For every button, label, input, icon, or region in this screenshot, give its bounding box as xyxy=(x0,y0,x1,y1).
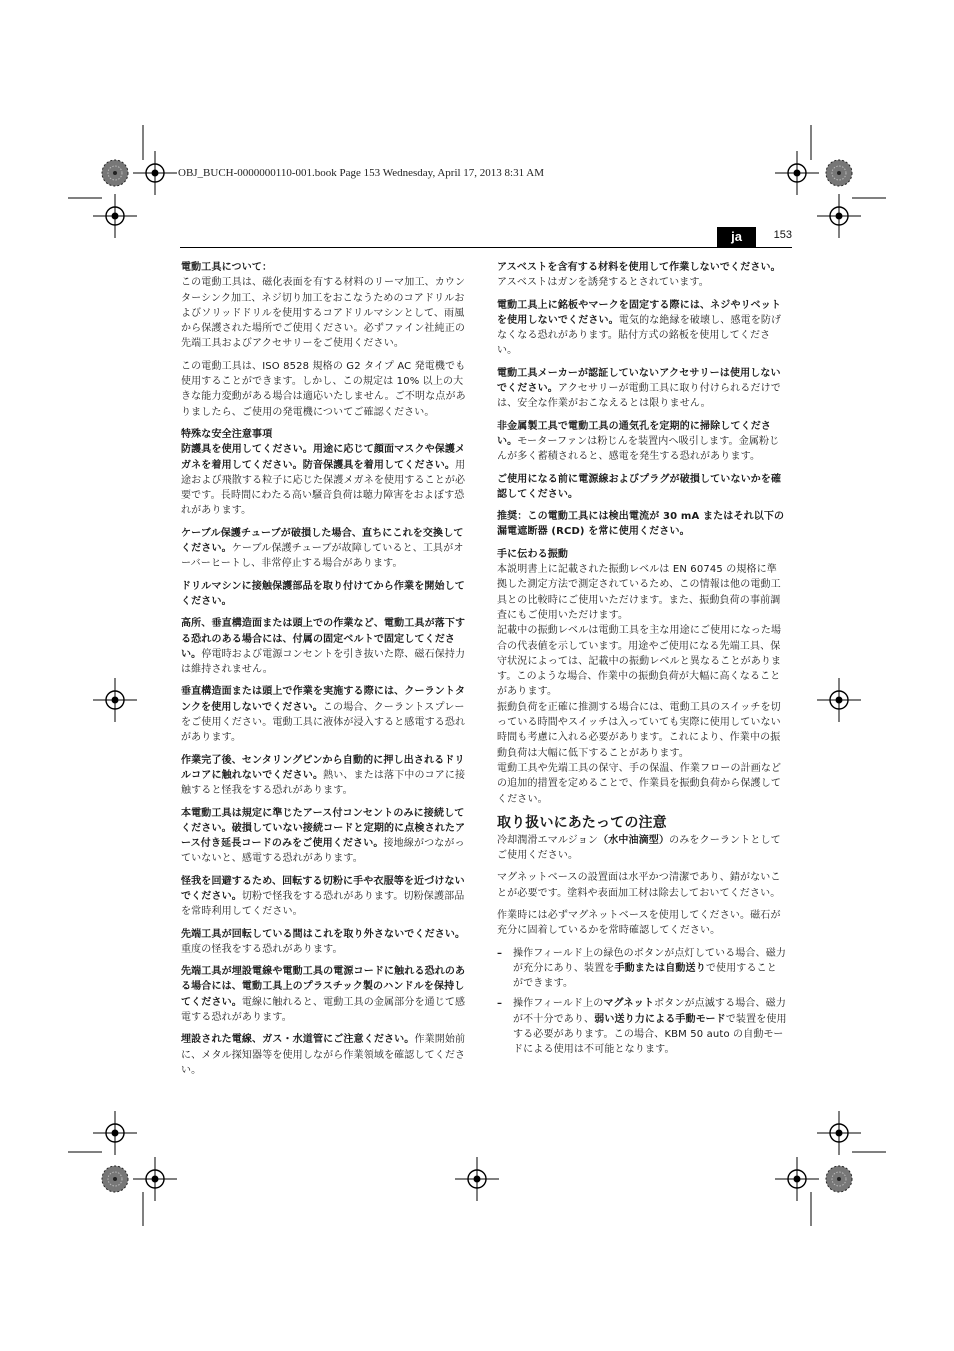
safety-item: 埋設された電線、ガス・水道管にご注意ください。作業開始前に、メタル探知器等を使用しながら作業領域を確認してください。 xyxy=(181,1034,466,1076)
safety-item: 先端工具が埋設電線や電動工具の電源コードに触れる恐れのある場合には、電動工具上のプラスチック製のハンドルを保持してください。電線に触れると、電動工具の金属部分を通じて感電する恐れがあります。 xyxy=(181,966,466,1024)
safety-item: 高所、垂直構造面または頭上での作業など、電動工具が落下する恐れのある場合には、付属の固定ベルトで固定してください。停電時および電源コンセントを引き抜いた際、磁石保持力は維持されません。 xyxy=(181,618,466,676)
safety-item: 推奨：この電動工具には検出電流が 30 mA またはそれ以下の漏電遮断器 (RCD) を常に使用ください。 xyxy=(497,511,785,538)
safety-item: アスベストを含有する材料を使用して作業しないでください。アスベストはガンを誘発するとされています。 xyxy=(497,262,781,289)
book-file-info: OBJ_BUCH-0000000110-001.book Page 153 Wednesday, April 17, 2013 8:31 AM xyxy=(178,167,544,179)
left-column xyxy=(181,260,471,1085)
handling-paragraph: 作業時には必ずマグネットベースを使用してください。磁石が充分に固着しているかを常時確認してください。 xyxy=(497,909,781,937)
bullet-dash: – xyxy=(497,998,503,1010)
vibration-paragraph: 記載中の振動レベルは電動工具を主な用途にご使用になった場合の代表値を示しています。用途やご使用になる先端工具、保守状況によっては、記載中の振動レベルと異なることがあります。このような場合、作業中の振動負荷が大幅に高くなることがあります。 xyxy=(497,625,782,698)
header-rule xyxy=(180,247,792,248)
intro-heading: 電動工具について： xyxy=(181,262,273,273)
safety-item: ドリルマシンに接触保護部品を取り付けてから作業を開始してください。 xyxy=(181,580,465,607)
safety-heading: 特殊な安全注意事項 xyxy=(181,428,273,440)
safety-item: 作業完了後、センタリングピンから自動的に押し出されるドリルコアに触れないでください。熱い、または落下中のコアに接触すると怪我をする恐れがあります。 xyxy=(181,754,466,797)
safety-item: 先端工具が回転している間はこれを取り外さないでください。重度の怪我をする恐れがあります。 xyxy=(181,928,466,955)
safety-item: ご使用になる前に電源線およびプラグが破損していないかを確認してください。 xyxy=(497,473,782,500)
safety-item: 本電動工具は規定に準じたアース付コンセントのみに接続してください。破損していない接続コードと定期的に点検されたアース付き延長コードのみをご使用ください。接地線がつながっていないと、感電する恐れがあります。 xyxy=(181,807,466,865)
safety-item: 電動工具上に銘板やマークを固定する際には、ネジやリベットを使用しないでください。電気的な絶縁を破壊し、感電を防げなくなる恐れがあります。貼付方式の銘板を使用してください。 xyxy=(497,299,782,357)
right-column xyxy=(497,260,787,1063)
bullet-item: – 操作フィールド上のマグネットボタンが点滅する場合、磁力が不十分であり、弱い送り力による手動モードで装置を使用する必要があります。この場合、KBM 50 auto の自動モードによる使用は不可能となります。 xyxy=(497,996,787,1057)
vibration-heading: 手に伝わる振動 xyxy=(497,548,569,560)
language-badge: ja xyxy=(717,227,756,247)
safety-item: 防護具を使用してください。用途に応じて顔面マスクや保護メガネを着用してください。防音保護具を着用してください。用途および飛散する粒子に応じた保護メガネを使用することが必要です。長時間にわたる高い騒音負荷は聴力障害をおよぼす恐れがあります。 xyxy=(181,444,466,517)
safety-item: ケーブル保護チューブが破損した場合、直ちにこれを交換してください。ケーブル保護チューブが故障していると、工具がオーバーヒートし、非常停止する場合があります。 xyxy=(181,527,464,570)
vibration-paragraph: 振動負荷を正確に推測する場合には、電動工具のスイッチを切っている時間やスイッチは入っていても実際に使用していない時間も考慮に入れる必要があります。これにより、作業中の振動負荷は大幅に低下することがあります。 xyxy=(497,701,781,759)
intro-paragraph: この電動工具は、磁化表面を有する材料のリーマ加工、カウンターシンク加工、ネジ切り加工をおこなうためのコアドリルおよびソリッドドリルを使用するコアドリルマシンとして、雨風から保護された場所でご使用ください。必ずファイン社純正の先端工具およびアクセサリーをご使用ください。 xyxy=(181,277,466,350)
bullet-item: – 操作フィールド上の緑色のボタンが点灯している場合、磁力が充分にあり、装置を手動または自動送りで使用することができます。 xyxy=(497,946,787,992)
handling-paragraph: 冷却潤滑エマルジョン（水中油滴型）のみをクーラントとしてご使用ください。 xyxy=(497,834,781,862)
handling-paragraph: マグネットベースの設置面は水平かつ清潔であり、錆がないことが必要です。塗料や表面加工材は除去しておいてください。 xyxy=(497,872,781,899)
safety-item: 怪我を回避するため、回転する切粉に手や衣服等を近づけないでください。切粉で怪我をする恐れがあります。切粉保護部品を常時利用してください。 xyxy=(181,875,465,918)
vibration-paragraph: 本説明書上に記載された振動レベルは EN 60745 の規格に準拠した測定方法で測定されているため、この情報は他の電動工具との比較時にご使用いただけます。また、振動負荷の事前調査にもご使用いただけます。 xyxy=(497,564,781,621)
safety-item: 非金属製工具で電動工具の通気孔を定期的に掃除してください。モーターファンは粉じんを装置内へ吸引します。金属粉じんが多く蓄積されると、感電を発生する恐れがあります。 xyxy=(497,420,780,463)
generator-paragraph: この電動工具は、ISO 8528 規格の G2 タイプ AC 発電機でも使用することができます。しかし、この規定は 10% 以上の大きな能力変動がある場合は適応いたしません。ご不明な点がありましたら、ご使用の発電機についてご確認ください。 xyxy=(181,360,466,418)
safety-item: 垂直構造面または頭上で作業を実施する際には、クーラントタンクを使用しないでください。この場合、クーラントスプレーをご使用ください。電動工具に液体が浸入すると感電する恐れがあります。 xyxy=(181,686,466,744)
bullet-dash: – xyxy=(497,947,503,959)
page-number: 153 xyxy=(773,229,792,241)
handling-heading: 取り扱いにあたっての注意 xyxy=(497,814,667,831)
vibration-paragraph: 電動工具や先端工具の保守、手の保温、作業フローの計画などの追加的措置を定めることで、作業員を振動負荷から保護してください。 xyxy=(497,762,782,805)
safety-item: 電動工具メーカーが認証していないアクセサリーは使用しないでください。アクセサリーが電動工具に取り付けられるだけでは、安全な作業がおこなえるとは限りません。 xyxy=(497,367,781,410)
